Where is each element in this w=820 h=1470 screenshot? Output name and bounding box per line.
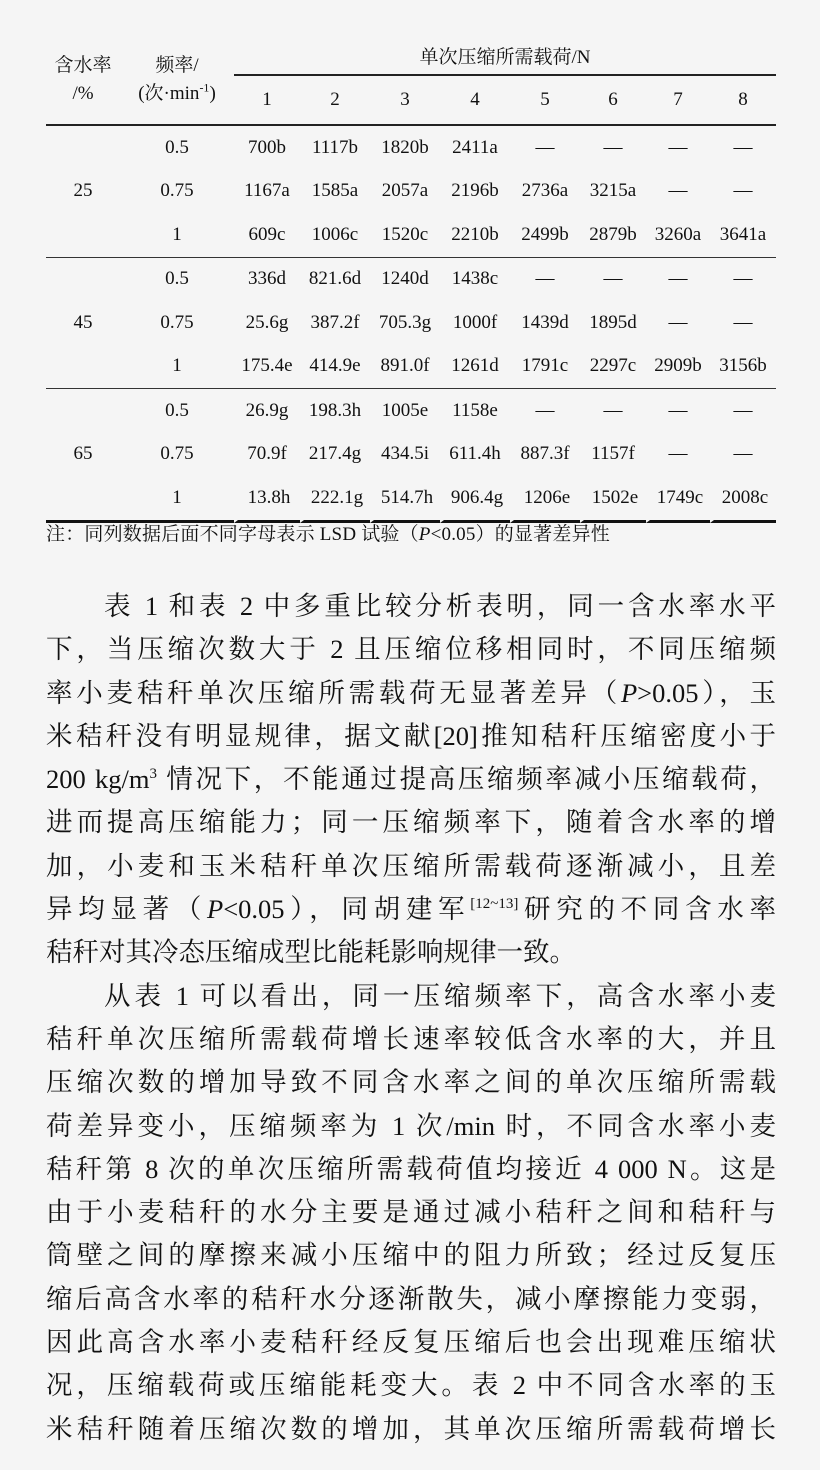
- load-cell: 3156b: [710, 345, 776, 390]
- load-cell: 700b: [248, 136, 286, 158]
- load-cell: 1000f: [452, 311, 498, 333]
- text-segment: 200 kg/m: [46, 764, 150, 795]
- text-line: 进而提高压缩能力；同一压缩频率下，随着含水率的增: [46, 807, 776, 838]
- table-footnote: [46, 519, 610, 546]
- compression-number-header: 8: [710, 76, 776, 126]
- table-row: [46, 345, 776, 390]
- p-symbol: P: [620, 677, 638, 708]
- compression-number-header: 5: [510, 76, 580, 126]
- load-cell: 3260a: [646, 213, 710, 258]
- load-cell: —: [668, 443, 688, 465]
- text-segment: <0.05），同胡建军: [223, 894, 471, 925]
- moisture-label-line2: /%: [72, 83, 94, 104]
- frequency-label-line1: 频率/: [155, 55, 199, 76]
- load-cell: 2196b: [451, 180, 499, 202]
- load-cell: 1585a: [311, 180, 359, 202]
- load-cell: 1439d: [521, 311, 569, 333]
- table-row: [46, 258, 776, 302]
- citation-reference: [12~13]: [470, 896, 519, 913]
- text-line: [46, 888, 776, 931]
- load-cell: —: [733, 443, 753, 465]
- text-line: 由于小麦秸秆的水分主要是通过减小秸秆之间和秸秆与: [46, 1197, 776, 1228]
- load-cell: 2057a: [381, 180, 429, 202]
- load-cell: 611.4h: [449, 443, 501, 465]
- load-group-header: 单次压缩所需载荷/N: [234, 36, 776, 76]
- text-line: 下，当压缩次数大于 2 且压缩位移相同时，不同压缩频: [46, 634, 776, 665]
- frequency-value: 0.5: [165, 399, 189, 421]
- superscript: 3: [149, 766, 158, 783]
- load-cell: 70.9f: [247, 443, 287, 465]
- footnote-prefix: 注：同列数据后面不同字母表示 LSD 试验（: [46, 524, 419, 545]
- text-line: 荷差异变小，压缩频率为 1 次/min 时，不同含水率小麦: [46, 1110, 776, 1141]
- load-cell: 414.9e: [300, 345, 370, 390]
- load-cell: —: [733, 136, 753, 158]
- text-line: 米秸秆随着压缩次数的增加，其单次压缩所需载荷增长: [46, 1413, 776, 1444]
- text-segment: 异均显著（: [46, 894, 208, 925]
- moisture-value: 25: [46, 126, 120, 258]
- load-cell: 891.0f: [370, 345, 440, 390]
- table-row: [46, 213, 776, 258]
- footnote-suffix: ）的显著差异性: [475, 524, 610, 545]
- frequency-value: 1: [120, 476, 234, 523]
- compression-number-header: 6: [580, 76, 646, 126]
- load-cell: 1438c: [451, 268, 499, 290]
- load-cell: 1820b: [381, 136, 429, 158]
- load-cell: 705.3g: [378, 311, 432, 333]
- load-table-container: [46, 36, 776, 523]
- p-symbol: P: [207, 894, 224, 925]
- load-cell: 217.4g: [308, 443, 362, 465]
- load-cell: 1520c: [370, 213, 440, 258]
- text-line: 况，压缩载荷或压缩能耗变大。表 2 中不同含水率的玉: [46, 1370, 776, 1401]
- load-cell: —: [668, 311, 688, 333]
- paragraph-2: [46, 975, 776, 1451]
- load-cell: —: [535, 136, 555, 158]
- text-line: [46, 758, 776, 801]
- text-segment: 率小麦秸秆单次压缩所需载荷无显著差异（: [46, 677, 621, 708]
- load-cell: 2008c: [710, 476, 776, 523]
- load-cell: 887.3f: [520, 443, 570, 465]
- load-cell: 1117b: [311, 136, 359, 158]
- load-cell: 2411a: [452, 136, 498, 158]
- table-row: [46, 433, 776, 477]
- load-cell: 434.5i: [380, 443, 430, 465]
- load-cell: 3215a: [589, 180, 637, 202]
- text-line: 加，小麦和玉米秸秆单次压缩所需载荷逐渐减小，且差: [46, 850, 776, 881]
- frequency-value: 0.75: [160, 443, 194, 465]
- compression-number-header: 3: [370, 76, 440, 126]
- text-line: 秸秆第 8 次的单次压缩所需载荷值均接近 4 000 N。这是: [46, 1153, 776, 1184]
- load-cell: 26.9g: [245, 399, 289, 421]
- load-cell: 1167a: [244, 180, 290, 202]
- load-cell: —: [535, 268, 555, 290]
- table-row: [46, 170, 776, 214]
- load-cell: 222.1g: [300, 476, 370, 523]
- compression-number-header: 7: [646, 76, 710, 126]
- load-cell: 3641a: [710, 213, 776, 258]
- load-cell: —: [733, 311, 753, 333]
- text-segment: 情况下，不能通过提高压缩频率减小压缩载荷，: [157, 764, 776, 795]
- load-cell: 2909b: [646, 345, 710, 390]
- text-line: [46, 672, 776, 715]
- moisture-value: 45: [46, 258, 120, 390]
- footnote-p-symbol: P: [418, 524, 431, 545]
- text-line: 秸秆单次压缩所需载荷增长速率较低含水率的大，并且: [46, 1023, 776, 1054]
- load-cell: 609c: [234, 213, 300, 258]
- load-cell: —: [603, 136, 623, 158]
- text-line: 因此高含水率小麦秸秆经反复压缩后也会出现难压缩状: [46, 1327, 776, 1358]
- load-cell: 13.8h: [234, 476, 300, 523]
- load-cell: 336d: [248, 268, 286, 290]
- load-cell: —: [733, 268, 753, 290]
- compression-number-header: 1: [234, 76, 300, 126]
- text-line: 从表 1 可以看出，同一压缩频率下，高含水率小麦: [104, 980, 776, 1011]
- moisture-label-line1: 含水率: [54, 55, 112, 76]
- table-row: [46, 126, 776, 170]
- text-line: 压缩次数的增加导致不同含水率之间的单次压缩所需载: [46, 1067, 776, 1098]
- frequency-value: 1: [120, 213, 234, 258]
- frequency-label-line2-suffix: ): [209, 83, 216, 104]
- load-cell: 2879b: [580, 213, 646, 258]
- frequency-label-superscript: -1: [199, 80, 210, 95]
- load-cell: 25.6g: [245, 311, 289, 333]
- load-cell: —: [733, 180, 753, 202]
- frequency-column-header: [120, 36, 234, 126]
- load-cell: 1895d: [589, 311, 637, 333]
- load-cell: 1791c: [510, 345, 580, 390]
- load-cell: 1006c: [300, 213, 370, 258]
- frequency-value: 0.75: [160, 180, 194, 202]
- text-line: 米秸秆没有明显规律，据文献[20]推知秸秆压缩密度小于: [46, 720, 776, 751]
- frequency-value: 0.5: [165, 268, 189, 290]
- load-cell: 1206e: [510, 476, 580, 523]
- text-line: 表 1 和表 2 中多重比较分析表明，同一含水率水平: [104, 591, 776, 621]
- load-cell: —: [603, 268, 623, 290]
- paragraph-1: [46, 585, 776, 975]
- load-cell: 821.6d: [308, 268, 362, 290]
- load-cell: 2210b: [440, 213, 510, 258]
- table-row: [46, 389, 776, 433]
- frequency-label-line2-prefix: (次·min: [138, 83, 200, 104]
- load-cell: —: [668, 399, 688, 421]
- load-cell: 1158e: [452, 399, 498, 421]
- text-line: 缩后高含水率的秸秆水分逐渐散失，减小摩擦能力变弱，: [46, 1283, 776, 1314]
- load-cell: 2297c: [580, 345, 646, 390]
- body-text: [46, 585, 776, 1451]
- compression-load-table: [46, 36, 776, 523]
- load-cell: —: [668, 180, 688, 202]
- footnote-condition: <0.05: [430, 524, 476, 545]
- load-cell: 175.4e: [234, 345, 300, 390]
- frequency-value: 0.75: [160, 311, 194, 333]
- load-cell: 1157f: [591, 443, 635, 465]
- table-row: [46, 476, 776, 523]
- load-cell: 1005e: [381, 399, 429, 421]
- compression-number-header: 4: [440, 76, 510, 126]
- load-cell: 1261d: [440, 345, 510, 390]
- frequency-value: 0.5: [165, 136, 189, 158]
- load-cell: —: [668, 136, 688, 158]
- frequency-value: 1: [120, 345, 234, 390]
- load-cell: —: [733, 399, 753, 421]
- load-cell: 514.7h: [370, 476, 440, 523]
- text-segment: 研究的不同含水率: [518, 894, 776, 925]
- load-cell: 2736a: [521, 180, 569, 202]
- load-cell: —: [603, 399, 623, 421]
- table-row: [46, 301, 776, 345]
- text-line: 筒壁之间的摩擦来减小压缩中的阻力所致；经过反复压: [46, 1240, 776, 1271]
- load-cell: 198.3h: [308, 399, 362, 421]
- load-cell: 906.4g: [440, 476, 510, 523]
- load-cell: —: [535, 399, 555, 421]
- text-segment: >0.05），玉: [637, 677, 776, 708]
- load-cell: 1240d: [381, 268, 429, 290]
- load-cell: 2499b: [510, 213, 580, 258]
- compression-number-header: 2: [300, 76, 370, 126]
- text-line: 秸秆对其冷态压缩成型比能耗影响规律一致。: [46, 937, 576, 968]
- load-cell: 1502e: [580, 476, 646, 523]
- moisture-value: 65: [46, 389, 120, 523]
- moisture-column-header: [46, 36, 120, 126]
- load-cell: 387.2f: [310, 311, 360, 333]
- load-cell: —: [668, 268, 688, 290]
- load-cell: 1749c: [646, 476, 710, 523]
